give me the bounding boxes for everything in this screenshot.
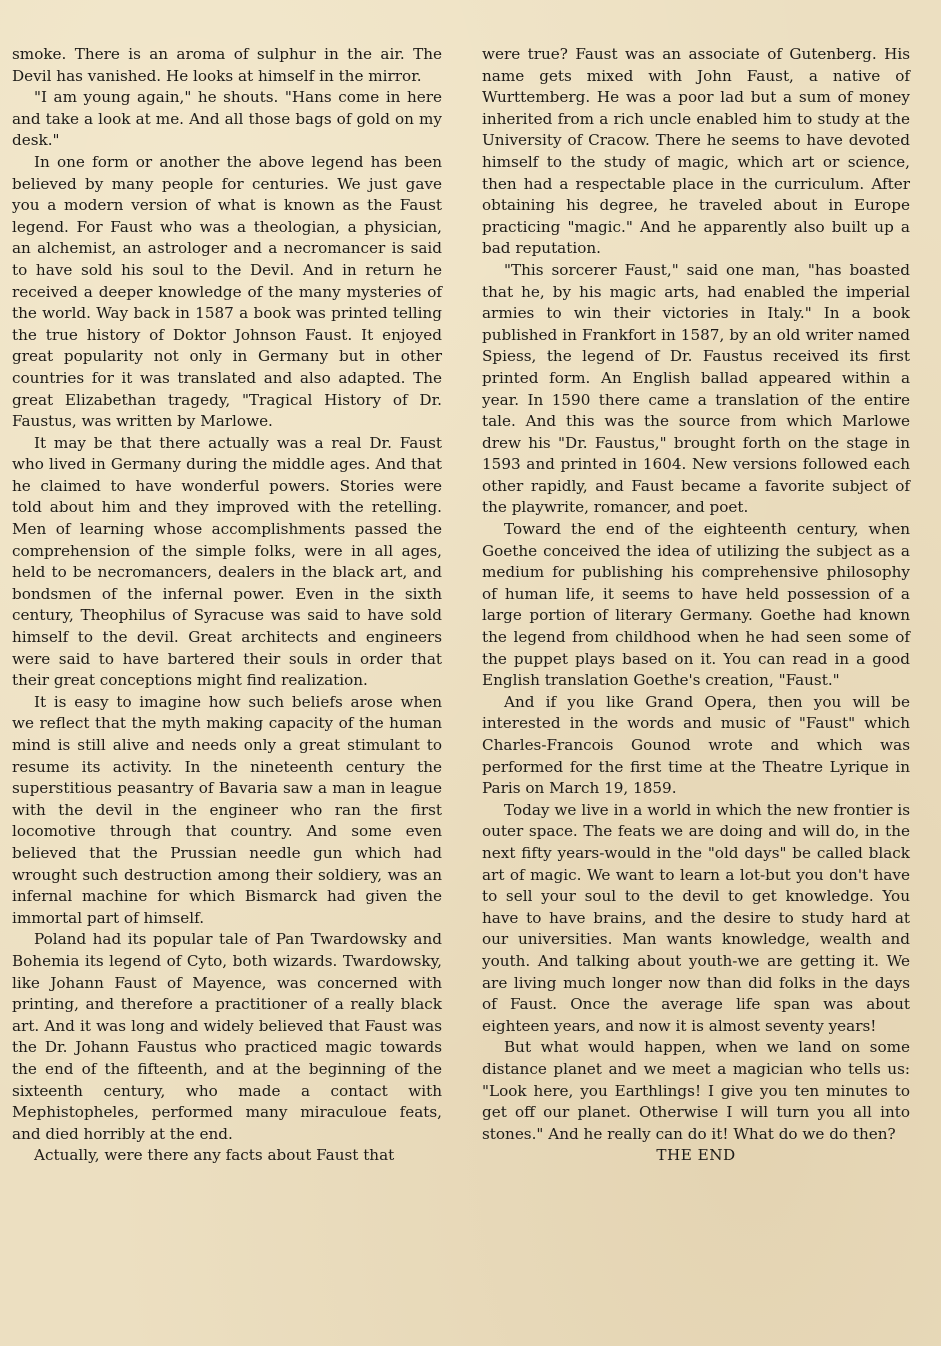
paragraph: smoke. There is an aroma of sulphur in the air. The Devil has vanished. He looks at himself in the mirror. bbox=[12, 45, 442, 85]
paragraph: In one form or another the above legend has been believed by many people for centuries. We just gave you a modern version of what is known as the Faust legend. For Faust who was a theologian, a physician, an alchemist, an astrologer and a necromancer is said to have sold his soul to the Devil. And in return he received a deeper knowledge of the many mysteries of the world. Way back in 1587 a book was printed telling the true history of Doktor Johnson Faust. It enjoyed great popularity not only in Germany but in other countries for it was translated and also adapted. The great Elizabethan tragedy, "Tragical History of Dr. Faustus, was written by Marlowe. bbox=[12, 152, 442, 431]
left-column bbox=[12, 44, 442, 1167]
paragraph: It is easy to imagine how such beliefs arose when we reflect that the myth making capacity of the human mind is still alive and needs only a great stimulant to resume its activity. In the nineteenth century the superstitious peasantry of Bavaria saw a man in league with the devil in the engineer who ran the first locomotive through that country. And some even believed that the Prussian needle gun which had wrought such destruction among their soldiery, was an infernal machine for which Bismarck had given the immortal part of himself. bbox=[12, 692, 442, 927]
paragraph: It may be that there actually was a real Dr. Faust who lived in Germany during the middle ages. And that he claimed to have wonderful powers. Stories were told about him and they improved with the retelling. Men of learning whose accomplishments passed the comprehension of the simple folks, were in all ages, held to be necromancers, dealers in the black art, and bondsmen of the infernal power. Even in the sixth century, Theophilus of Syracuse was said to have sold himself to the devil. Great architects and engineers were said to have bartered their souls in order that their great conceptions might find realization. bbox=[12, 433, 442, 690]
paragraph: Actually, were there any facts about Faust that bbox=[34, 1146, 395, 1165]
right-column bbox=[482, 44, 910, 1167]
the-end-label: THE END bbox=[656, 1146, 736, 1165]
paragraph: "This sorcerer Faust," said one man, "has boasted that he, by his magic arts, had enabled the imperial armies to win their victories in Italy." In a book published in Frankfort in 1587, by an old writer named Spiess, the legend of Dr. Faustus received its first printed form. An English ballad appeared within a year. In 1590 there came a translation of the entire tale. And this was the source from which Marlowe drew his "Dr. Faustus," brought forth on the stage in 1593 and printed in 1604. New versions followed each other rapidly, and Faust became a favorite subject of the playwrite, romancer, and poet. bbox=[482, 260, 910, 517]
paragraph: Poland had its popular tale of Pan Twardowsky and Bohemia its legend of Cyto, both wizards. Twardowsky, like Johann Faust of Mayence, was concerned with printing, and therefore a practitioner of a really black art. And it was long and widely believed that Faust was the Dr. Johann Faustus who practiced magic towards the end of the fifteenth, and at the beginning of the sixteenth century, who made a contact with Mephistopheles, performed many miraculoue feats, and died horribly at the end. bbox=[12, 930, 442, 1143]
paragraph: were true? Faust was an associate of Gutenberg. His name gets mixed with John Faust, a native of Wurttemberg. He was a poor lad but a sum of money inherited from a rich uncle enabled him to study at the University of Cracow. There he seems to have devoted himself to the study of magic, which art or science, then had a respectable place in the curriculum. After obtaining his degree, he traveled about in Europe practicing "magic." And he apparently also built up a bad reputation. bbox=[482, 45, 910, 258]
paragraph: But what would happen, when we land on some distance planet and we meet a magician who tells us: "Look here, you Earthlings! I give you ten minutes to get off our planet. Otherwise I will turn you all into stones." And he really can do it! What do we do then? bbox=[482, 1038, 910, 1143]
paragraph: Today we live in a world in which the new frontier is outer space. The feats we are doing and will do, in the next fifty years-would in the "old days" be called black art of magic. We want to learn a lot-but you don't have to sell your soul to the devil to get knowledge. You have to have brains, and the desire to study hard at our universities. Man wants knowledge, wealth and youth. And talking about youth-we are getting it. We are living much longer now than did folks in the days of Faust. Once the average life span was about eighteen years, and now it is almost seventy years! bbox=[482, 800, 910, 1035]
paragraph: And if you like Grand Opera, then you will be interested in the words and music of "Faust" which Charles-Francois Gounod wrote and which was performed for the first time at the Theatre Lyrique in Paris on March 19, 1859. bbox=[482, 692, 910, 798]
paragraph: "I am young again," he shouts. "Hans come in here and take a look at me. And all those bags of gold on my desk." bbox=[12, 88, 442, 150]
paragraph: Toward the end of the eighteenth century, when Goethe conceived the idea of utilizing the subject as a medium for publishing his comprehensive philosophy of human life, it seems to have held possession of a large portion of literary Germany. Goethe had known the legend from childhood when he had seen some of the puppet plays based on it. You can read in a good English translation Goethe's creation, "Faust." bbox=[482, 520, 910, 690]
